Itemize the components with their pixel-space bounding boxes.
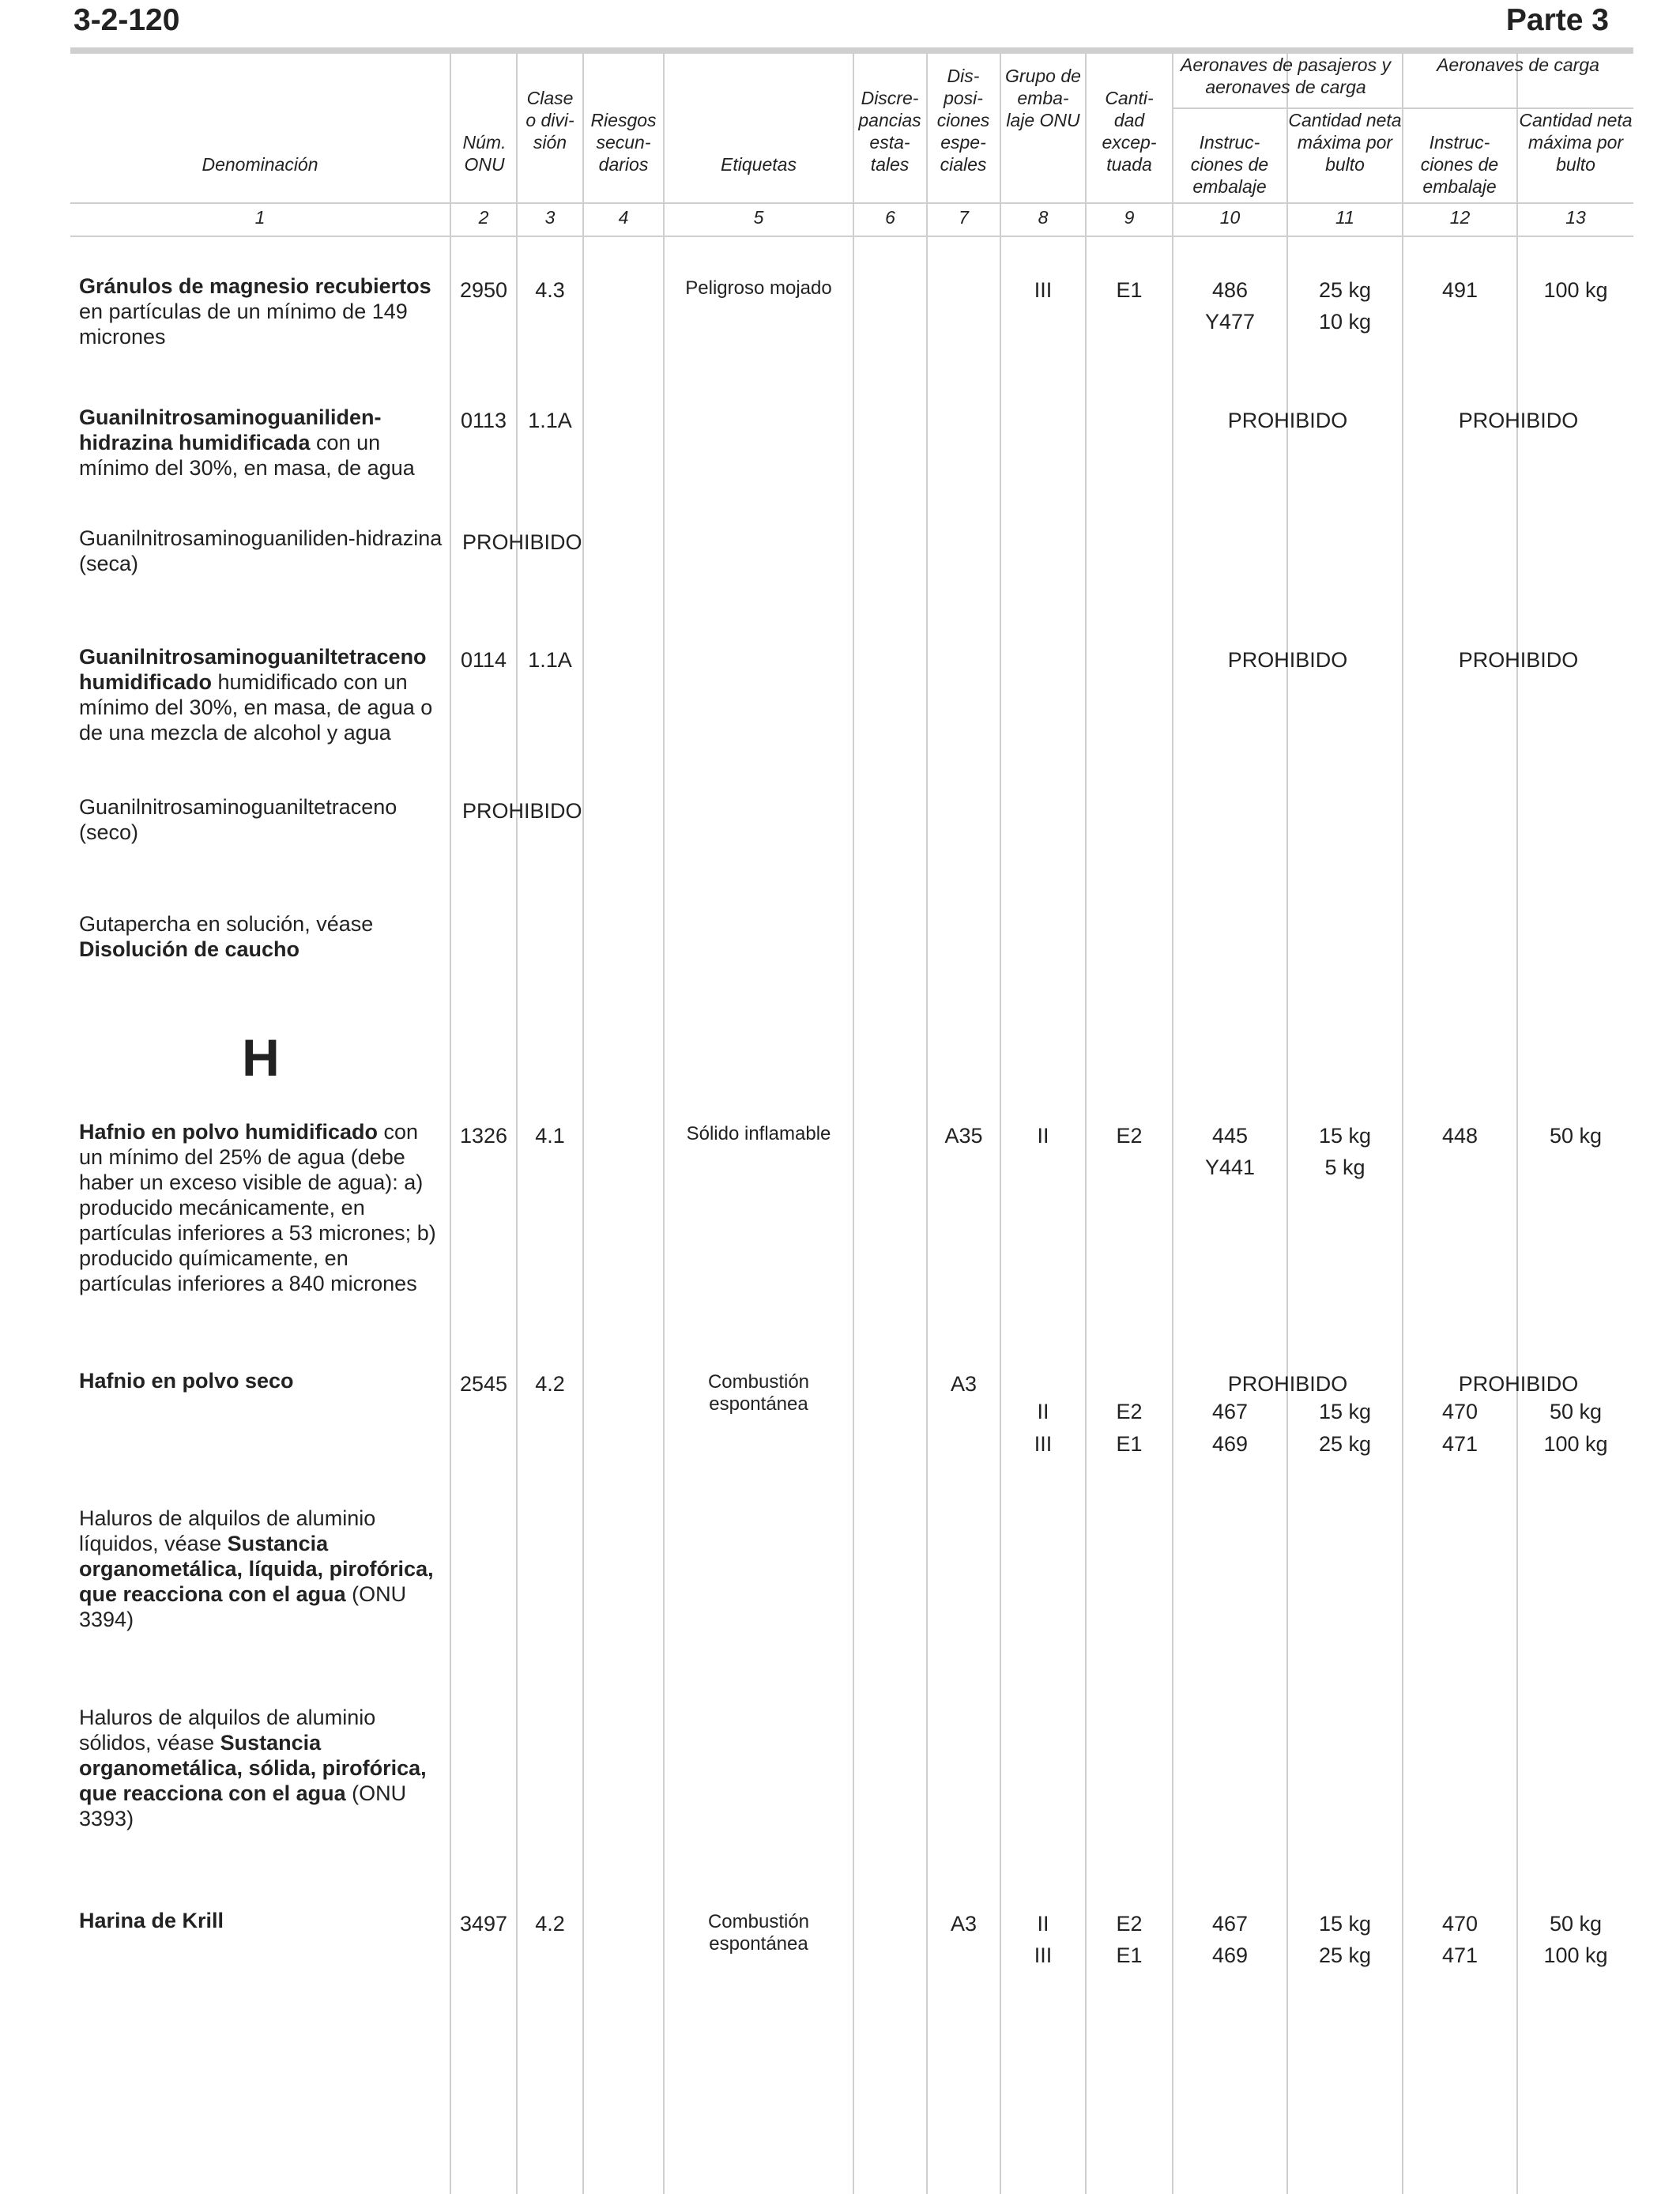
entry-name: Guanilnitrosaminoguaniliden-hidrazina humidificada con un mínimo del 30%, en masa, de agua — [79, 405, 415, 480]
forbidden-notice: PROHIBIDO — [462, 530, 582, 554]
un-number: 2950 — [459, 278, 508, 302]
un-number: 0114 — [460, 648, 507, 672]
col-header-class: Clase o divi- sión — [525, 88, 574, 153]
packing-group: III — [1034, 278, 1053, 302]
col-header-packing-group: Grupo de emba- laje ONU — [1005, 66, 1081, 130]
un-number: 1326 — [459, 1124, 508, 1148]
col-header-special-provisions: Dis- posi- ciones espe- ciales — [936, 66, 990, 175]
pax-prohibited: PROHIBIDO — [1227, 648, 1348, 672]
col-number: 3 — [544, 207, 556, 228]
col-header-pax-qty: Cantidad neta máxima por bulto — [1288, 110, 1402, 175]
pax-packing-instruction: Y477 — [1204, 310, 1256, 334]
pax-packing-instruction: 467 — [1211, 1912, 1249, 1936]
col-number: 6 — [885, 207, 895, 228]
excepted-quantity: E2 — [1116, 1124, 1143, 1148]
pax-max-quantity: 10 kg — [1318, 310, 1372, 334]
hazard-label: Combustión espontánea — [707, 1371, 810, 1415]
header-rule — [70, 47, 1633, 54]
col-number: 9 — [1124, 207, 1135, 228]
pax-max-quantity: 25 kg — [1318, 278, 1372, 302]
entry-name: Harina de Krill — [79, 1909, 224, 1932]
excepted-quantity: E2 — [1116, 1912, 1143, 1936]
pax-packing-instruction: 445 — [1211, 1124, 1249, 1148]
class-division: 4.3 — [535, 278, 565, 302]
entry-name: Gutapercha en solución, véase Disolución de caucho — [79, 912, 374, 961]
entry-name: Hafnio en polvo seco — [79, 1369, 294, 1393]
col-number: 10 — [1219, 207, 1241, 228]
col-number: 11 — [1335, 207, 1354, 228]
hazard-label: Sólido inflamable — [686, 1123, 831, 1144]
packing-group: II — [1037, 1124, 1049, 1148]
page-number: 3-2-120 — [73, 3, 180, 37]
col-header-cargo-packing: Instruc- ciones de embalaje — [1420, 132, 1499, 197]
special-provision: A3 — [950, 1912, 977, 1936]
entry-name: Hafnio en polvo humidificado con un mínimo del 25% de agua (debe haber un exceso visible de agua): a) producido mecánicamente, en partículas inferiores a 53 micrones; b) producido químicamente, en partículas inferiores a 840 micrones — [79, 1120, 436, 1295]
packing-group: III — [1034, 1432, 1053, 1456]
pax-packing-instruction: 469 — [1211, 1432, 1249, 1456]
un-number: 0113 — [460, 409, 507, 432]
pax-packing-instruction: 469 — [1211, 1943, 1249, 1967]
excepted-quantity: E2 — [1116, 1400, 1143, 1423]
cargo-prohibited: PROHIBIDO — [1458, 409, 1579, 432]
col-header-excepted-qty: Canti- dad excep- tuada — [1102, 88, 1157, 175]
special-provision: A35 — [944, 1124, 983, 1148]
entry-name: Haluros de alquilos de aluminio sólidos, véase Sustancia organometálica, sólida, pirofórica, que reacciona con el agua (ONU 3393) — [79, 1706, 427, 1830]
pax-max-quantity: 5 kg — [1324, 1155, 1365, 1179]
col-header-un-number: Núm. ONU — [462, 132, 507, 175]
col-number: 8 — [1038, 207, 1049, 228]
cargo-max-quantity: 50 kg — [1549, 1912, 1603, 1936]
forbidden-notice: PROHIBIDO — [462, 799, 582, 823]
cargo-packing-instruction: 448 — [1441, 1124, 1478, 1148]
un-number: 3497 — [459, 1912, 508, 1936]
col-divider — [853, 54, 854, 2194]
col-header-labels: Etiquetas — [721, 154, 797, 175]
excepted-quantity: E1 — [1116, 1432, 1143, 1456]
col-number: 4 — [618, 207, 629, 228]
col-header-cargo-qty: Cantidad neta máxima por bulto — [1519, 110, 1633, 175]
col-group-cargo: Aeronaves de carga — [1437, 55, 1599, 75]
hazard-label: Combustión espontánea — [707, 1911, 810, 1955]
packing-group: III — [1034, 1943, 1053, 1967]
cargo-max-quantity: 50 kg — [1549, 1400, 1603, 1423]
entry-name: Haluros de alquilos de aluminio líquidos, véase Sustancia organometálica, líquida, pirofórica, que reacciona con el agua (ONU 3394) — [79, 1506, 434, 1631]
numbers-rule — [70, 236, 1633, 237]
col-number: 2 — [478, 207, 489, 228]
pax-packing-instruction: 486 — [1211, 278, 1249, 302]
un-number: 2545 — [459, 1372, 508, 1396]
cargo-max-quantity: 50 kg — [1549, 1124, 1603, 1148]
pax-packing-instruction: 467 — [1211, 1400, 1249, 1423]
part-title: Parte 3 — [1505, 3, 1609, 37]
class-division: 4.2 — [535, 1912, 565, 1936]
cargo-prohibited: PROHIBIDO — [1458, 1372, 1579, 1396]
pax-prohibited: PROHIBIDO — [1227, 409, 1348, 432]
col-number: 5 — [753, 207, 764, 228]
col-header-state-variations: Discre- pancias esta- tales — [858, 88, 921, 175]
col-number: 13 — [1565, 207, 1586, 228]
col-header-pax-packing: Instruc- ciones de embalaje — [1190, 132, 1269, 197]
packing-group: II — [1037, 1400, 1049, 1423]
packing-group: II — [1037, 1912, 1049, 1936]
pax-prohibited: PROHIBIDO — [1227, 1372, 1348, 1396]
section-letter: H — [242, 1028, 280, 1087]
cargo-prohibited: PROHIBIDO — [1458, 648, 1579, 672]
col-header-secondary-risk: Riesgos secun- darios — [590, 110, 657, 175]
class-division: 1.1A — [528, 648, 572, 672]
col-number: 12 — [1449, 207, 1471, 228]
entry-name: Gránulos de magnesio recubiertos en partículas de un mínimo de 149 micrones — [79, 274, 431, 349]
hazard-label: Peligroso mojado — [685, 277, 832, 299]
cargo-max-quantity: 100 kg — [1543, 1943, 1608, 1967]
pax-max-quantity: 25 kg — [1318, 1432, 1372, 1456]
cargo-packing-instruction: 470 — [1441, 1400, 1478, 1423]
excepted-quantity: E1 — [1116, 1943, 1143, 1967]
entry-name: Guanilnitrosaminoguaniltetraceno (seco) — [79, 795, 397, 844]
class-division: 1.1A — [528, 409, 572, 432]
entry-name: Guanilnitrosaminoguaniliden-hidrazina (seca) — [79, 526, 443, 575]
pax-max-quantity: 15 kg — [1318, 1400, 1372, 1423]
col-header-denominacion: Denominación — [202, 154, 318, 175]
pax-packing-instruction: Y441 — [1204, 1155, 1256, 1179]
class-division: 4.1 — [535, 1124, 565, 1148]
class-division: 4.2 — [535, 1372, 565, 1396]
col-number: 1 — [254, 207, 266, 228]
col-group-passenger-cargo: Aeronaves de pasajeros y aeronaves de carga — [1181, 55, 1391, 97]
col-divider — [582, 54, 584, 2194]
cargo-packing-instruction: 471 — [1441, 1432, 1478, 1456]
entry-name: Guanilnitrosaminoguaniltetraceno humidificado humidificado con un mínimo del 30%, en masa, de agua o de una mezcla de alcohol y agua — [79, 645, 433, 745]
header-bottom-rule — [70, 202, 1633, 204]
cargo-max-quantity: 100 kg — [1543, 1432, 1608, 1456]
cargo-packing-instruction: 470 — [1441, 1912, 1478, 1936]
cargo-packing-instruction: 471 — [1441, 1943, 1478, 1967]
cargo-max-quantity: 100 kg — [1543, 278, 1608, 302]
pax-max-quantity: 15 kg — [1318, 1124, 1372, 1148]
col-number: 7 — [959, 207, 969, 228]
pax-max-quantity: 25 kg — [1318, 1943, 1372, 1967]
excepted-quantity: E1 — [1116, 278, 1143, 302]
special-provision: A3 — [950, 1372, 977, 1396]
pax-max-quantity: 15 kg — [1318, 1912, 1372, 1936]
cargo-packing-instruction: 491 — [1441, 278, 1478, 302]
